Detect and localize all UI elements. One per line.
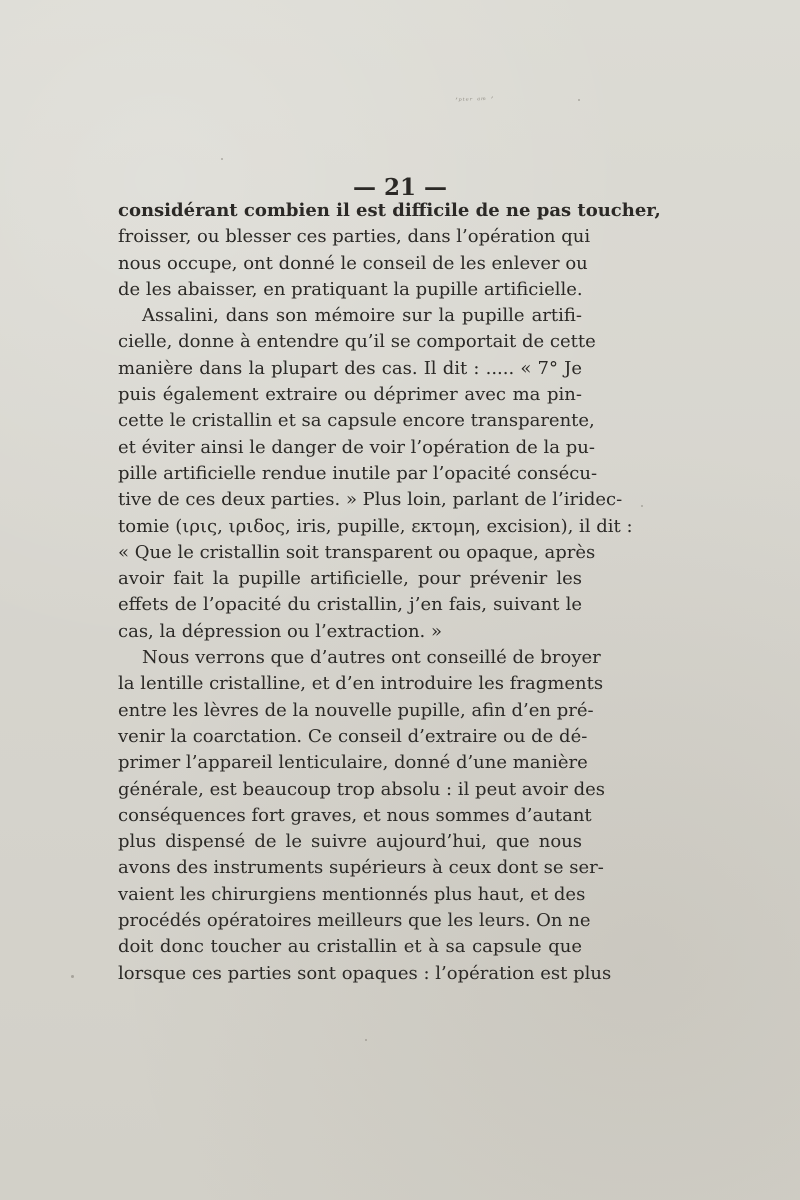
text-line: la lentille cristalline, et d’en introduire les fragments [118, 673, 604, 695]
text-line: doit donc toucher au cristallin et à sa capsule que [118, 936, 582, 958]
page-number: — 21 — [352, 174, 448, 201]
text-line: générale, est beaucoup trop absolu : il peut avoir des [118, 778, 606, 800]
text-line: venir la coarctation. Ce conseil d’extraire ou de dé- [118, 725, 588, 747]
text-line: procédés opératoires meilleurs que les leurs. On ne [118, 910, 591, 932]
text-line: cas, la dépression ou l’extraction. » [118, 620, 442, 642]
text-line: plus dispensé de le suivre aujourd’hui, que nous [118, 831, 582, 853]
text-line: pille artificielle rendue inutile par l’opacité consécu- [118, 462, 598, 484]
text-line: manière dans la plupart des cas. Il dit : ..... « 7° Je [118, 357, 582, 379]
text-line: primer l’appareil lenticulaire, donné d’une manière [118, 752, 588, 774]
paper-speck [71, 975, 74, 978]
text-line: de les abaisser, en pratiquant la pupille artificielle. [118, 278, 583, 300]
text-line: Assalini, dans son mémoire sur la pupille artifi- [142, 305, 582, 327]
text-line: effets de l’opacité du cristallin, j’en fais, suivant le [118, 594, 582, 616]
text-line: tomie (ιρις, ιριδος, iris, pupille, εκτομη, excision), il dit : [118, 515, 633, 537]
text-line: tive de ces deux parties. » Plus loin, parlant de l’iridec- [118, 489, 623, 511]
text-line: « Que le cristallin soit transparent ou opaque, après [118, 541, 596, 563]
margin-handwriting: ʼᵖᵗᵉʳ ᵃᵐ ʼ [454, 95, 495, 106]
text-line: avons des instruments supérieurs à ceux dont se ser- [118, 857, 604, 879]
body-text [118, 198, 661, 987]
text-line: froisser, ou blesser ces parties, dans l’opération qui [118, 226, 591, 248]
text-line: lorsque ces parties sont opaques : l’opération est plus [118, 962, 612, 984]
paper-speck [456, 656, 458, 658]
text-line: considérant combien il est difficile de ne pas toucher, [118, 200, 661, 221]
text-line: Nous verrons que d’autres ont conseillé de broyer [142, 647, 601, 669]
paper-speck [221, 158, 223, 160]
text-line: entre les lèvres de la nouvelle pupille, afin d’en pré- [118, 699, 594, 721]
text-line: vaient les chirurgiens mentionnés plus haut, et des [118, 883, 586, 905]
text-line: et éviter ainsi le danger de voir l’opération de la pu- [118, 436, 595, 458]
text-line: conséquences fort graves, et nous sommes d’autant [118, 804, 592, 826]
paper-speck [641, 505, 643, 507]
text-line: cette le cristallin et sa capsule encore transparente, [118, 410, 595, 432]
text-line: nous occupe, ont donné le conseil de les enlever ou [118, 252, 588, 274]
paper-speck [365, 1039, 367, 1041]
text-line: puis également extraire ou déprimer avec ma pin- [118, 384, 582, 406]
text-line: cielle, donne à entendre qu’il se comportait de cette [118, 331, 596, 353]
paper-speck [578, 99, 580, 101]
text-line: avoir fait la pupille artificielle, pour prévenir les [118, 568, 582, 590]
